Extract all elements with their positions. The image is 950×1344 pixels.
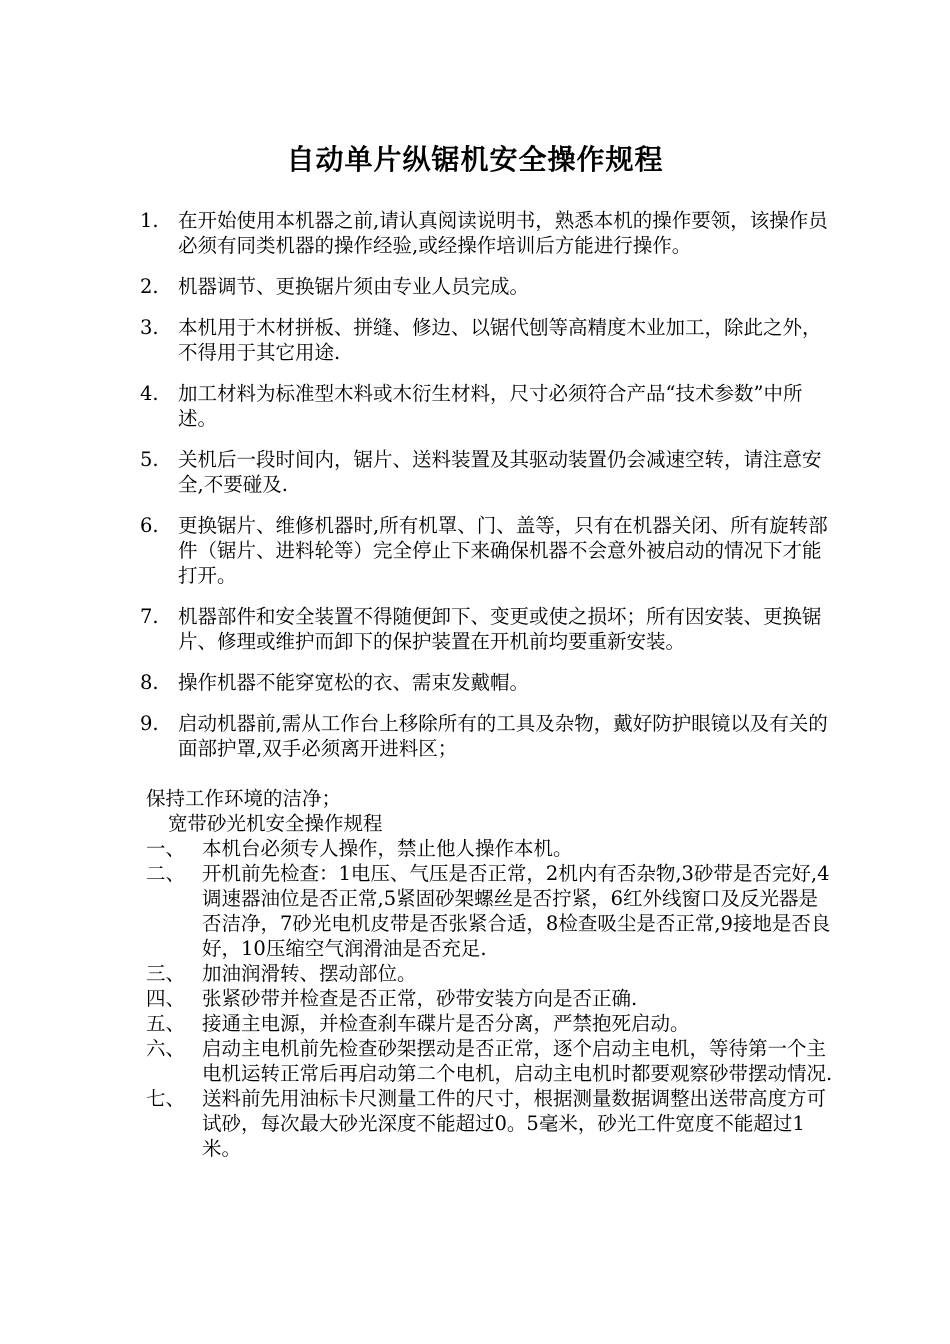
rule-number: 3.: [140, 316, 159, 339]
rule-item: [140, 381, 830, 431]
sander-rule-text: 本机台必须专人操作，禁止他人操作本机。: [202, 837, 573, 860]
sander-rule-item: [146, 836, 836, 861]
sander-rule-text: 接通主电源，并检查刹车碟片是否分离，严禁抱死启动。: [202, 1012, 690, 1035]
rule-number: 9.: [140, 712, 159, 735]
sander-rule-item: [146, 1036, 836, 1086]
rule-text: 启动机器前,需从工作台上移除所有的工具及杂物，戴好防护眼镜以及有关的面部护罩,双手必须离开进料区；: [178, 712, 828, 760]
rule-number: 1.: [140, 209, 159, 232]
sander-rule-item: [146, 961, 836, 986]
rule-text: 本机用于木材拼板、拼缝、修边、以锯代刨等高精度木业加工，除此之外，不得用于其它用途.: [178, 316, 822, 364]
rule-number: 2.: [140, 275, 159, 298]
rule-text: 关机后一段时间内，锯片、送料装置及其驱动装置仍会减速空转，请注意安全,不要碰及.: [178, 448, 822, 496]
document-title: 自动单片纵锯机安全操作规程: [286, 143, 664, 176]
rule-text: 机器部件和安全装置不得随便卸下、变更或使之损坏；所有因安装、更换锯片、修理或维护而卸下的保护装置在开机前均要重新安装。: [178, 605, 822, 653]
rule-item: [140, 513, 830, 588]
sander-rule-number: 二、: [146, 862, 186, 885]
rule-number: 6.: [140, 514, 159, 537]
rule-item: [140, 447, 830, 497]
sander-rules-list: [146, 836, 836, 1161]
sander-rule-number: 五、: [146, 1012, 186, 1035]
rule-text: 机器调节、更换锯片须由专业人员完成。: [178, 275, 530, 298]
rule-text: 在开始使用本机器之前,请认真阅读说明书，熟悉本机的操作要领，该操作员必须有同类机器的操作经验,或经操作培训后方能进行操作。: [178, 209, 828, 257]
rule-item: [140, 208, 830, 258]
sander-rule-number: 六、: [146, 1037, 186, 1060]
rule-text: 更换锯片、维修机器时,所有机罩、门、盖等，只有在机器关闭、所有旋转部件（锯片、进料轮等）完全停止下来确保机器不会意外被启动的情况下才能打开。: [178, 514, 828, 587]
rule-item: [140, 274, 830, 299]
rule-item: [140, 670, 830, 695]
rule-number: 7.: [140, 605, 159, 628]
sander-rule-text: 张紧砂带并检查是否正常，砂带安装方向是否正确.: [202, 987, 638, 1010]
sander-rule-item: [146, 986, 836, 1011]
sander-rule-text: 开机前先检查：1电压、气压是否正常，2机内有否杂物,3砂带是否完好,4调速器油位是否正常,5紧固砂架螺丝是否拧紧，6红外线窗口及反光器是否洁净，7砂光电机皮带是否张紧合适，8检查吸尘是否正常,9接地是否良好，10压缩空气润滑油是否充足.: [202, 862, 831, 960]
sander-rule-number: 三、: [146, 962, 186, 985]
rule-item: [140, 604, 830, 654]
sander-rule-number: 七、: [146, 1087, 186, 1110]
sander-rule-text: 加油润滑转、摆动部位。: [202, 962, 417, 985]
rule-number: 5.: [140, 448, 159, 471]
sander-rule-number: 一、: [146, 837, 186, 860]
sander-rule-number: 四、: [146, 987, 186, 1010]
rule-item: [140, 315, 830, 365]
sander-rule-item: [146, 1011, 836, 1036]
sander-rule-item: [146, 861, 836, 961]
sander-rule-text: 启动主电机前先检查砂架摆动是否正常，逐个启动主电机，等待第一个主电机运转正常后再启动第二个电机，启动主电机时都要观察砂带摆动情况.: [202, 1037, 833, 1085]
sander-rule-item: [146, 1086, 836, 1161]
rule-number: 8.: [140, 671, 159, 694]
rule-number: 4.: [140, 382, 159, 405]
rule-text: 操作机器不能穿宽松的衣、需束发戴帽。: [178, 671, 530, 694]
extra-line: 保持工作环境的洁净；: [146, 787, 342, 810]
saw-rules-list: [140, 208, 830, 777]
rule-item: [140, 711, 830, 761]
section2-title: 宽带砂光机安全操作规程: [168, 812, 383, 835]
sander-rule-text: 送料前先用油标卡尺测量工件的尺寸，根据测量数据调整出送带高度方可试砂，每次最大砂光深度不能超过0。5毫米，砂光工件宽度不能超过1米。: [202, 1087, 827, 1160]
rule-text: 加工材料为标准型木料或木衍生材料，尺寸必须符合产品“技术参数”中所述。: [178, 382, 803, 430]
